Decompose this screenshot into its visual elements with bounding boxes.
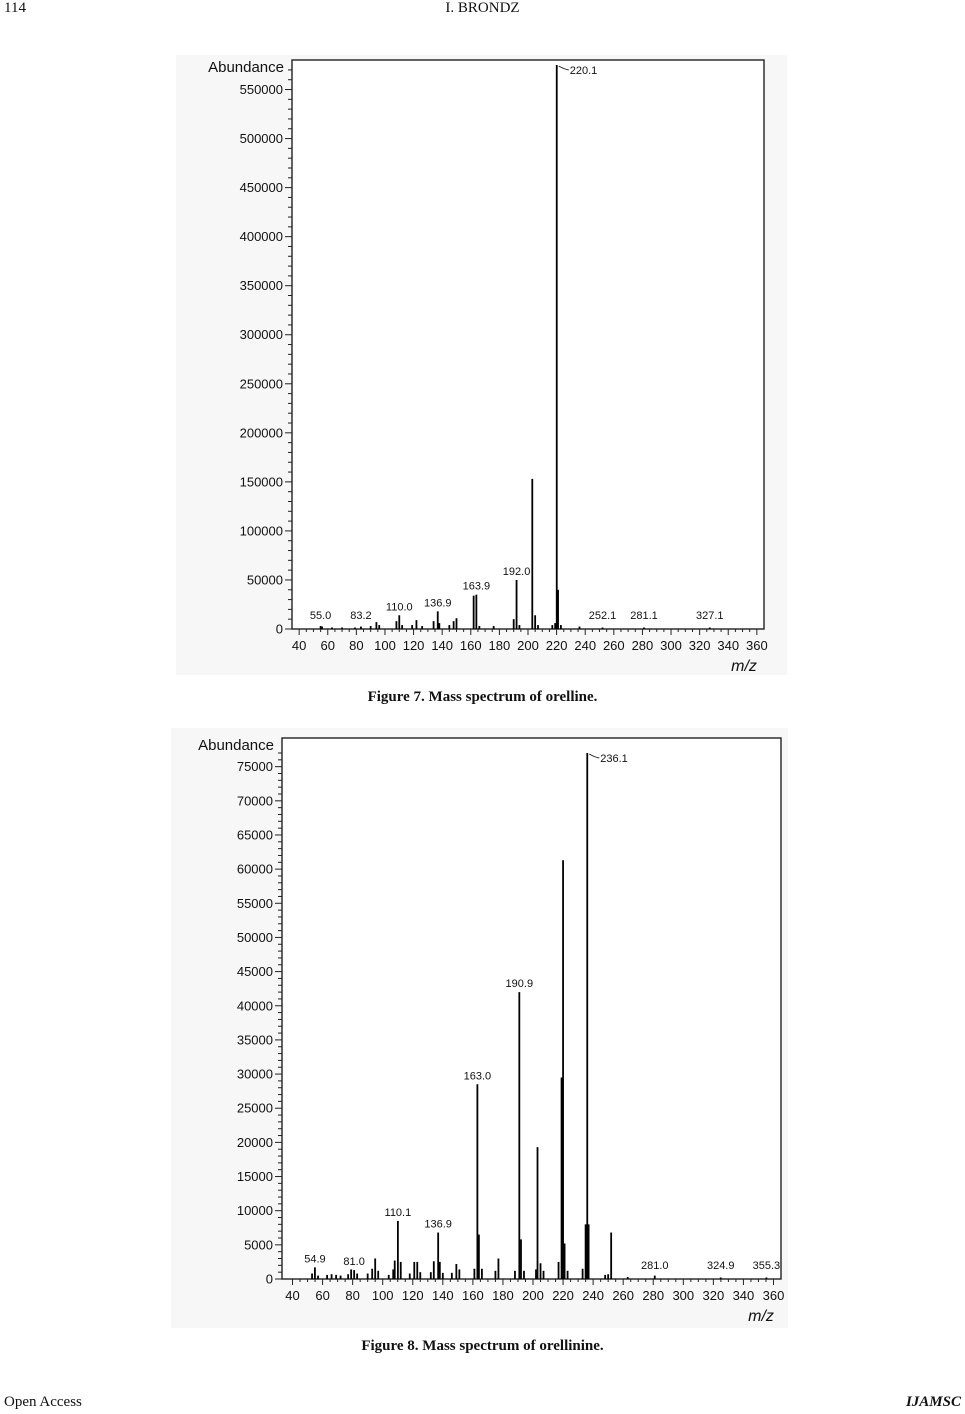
x-tick-label: 220 [545, 638, 568, 653]
y-tick-label: 550000 [239, 82, 283, 98]
figure-8-chart [171, 728, 788, 1328]
y-tick-label: 0 [265, 1271, 273, 1287]
x-tick-label: 140 [431, 638, 454, 653]
x-tick-label: 180 [488, 638, 511, 653]
figure-8-panel [171, 728, 788, 1328]
x-tick-label: 160 [462, 1288, 484, 1303]
peak-label: 281.1 [630, 610, 658, 622]
peak-label: 83.2 [350, 610, 372, 622]
peak-label: 190.9 [505, 978, 534, 991]
peak-label: 327.1 [696, 610, 724, 622]
y-tick-label: 50000 [246, 572, 283, 588]
peak-label: 81.0 [343, 1256, 365, 1269]
footer-open-access: Open Access [4, 1394, 82, 1410]
x-tick-label: 60 [320, 638, 335, 653]
x-tick-label: 300 [672, 1288, 695, 1303]
x-tick-label: 320 [688, 638, 711, 653]
plot-frame [282, 738, 781, 1279]
x-tick-label: 60 [315, 1288, 330, 1303]
x-tick-label: 200 [522, 1288, 544, 1303]
peak-label: 163.0 [463, 1070, 492, 1083]
running-head: I. BRONDZ [445, 0, 520, 16]
peak-label: 324.9 [706, 1260, 735, 1272]
x-tick-label: 80 [349, 638, 364, 653]
figure-7-caption: Figure 7. Mass spectrum of orelline. [367, 689, 598, 705]
x-tick-label: 140 [431, 1288, 454, 1303]
x-axis-label: m/z [748, 1308, 774, 1325]
x-tick-label: 240 [574, 638, 597, 653]
peak-label: 110.0 [385, 601, 413, 614]
peak-label: 110.1 [384, 1206, 412, 1219]
y-tick-label: 75000 [236, 759, 273, 775]
y-tick-label: 10000 [236, 1203, 273, 1219]
y-tick-label: 250000 [239, 376, 283, 392]
x-tick-label: 280 [631, 638, 654, 653]
y-tick-label: 30000 [236, 1066, 273, 1082]
peak-label: 192.0 [502, 565, 531, 578]
x-tick-label: 360 [745, 638, 768, 653]
peak-label: 236.1 [600, 753, 628, 765]
x-tick-label: 120 [401, 1288, 424, 1303]
x-tick-label: 260 [602, 638, 625, 653]
peak-label: 55.0 [309, 610, 332, 622]
y-tick-label: 15000 [236, 1169, 273, 1185]
y-tick-label: 40000 [236, 998, 273, 1014]
peak-label: 54.9 [304, 1253, 326, 1266]
y-tick-label: 350000 [239, 278, 283, 294]
x-tick-label: 180 [492, 1288, 514, 1303]
y-axis-label: Abundance [208, 59, 284, 76]
peak-label: 281.0 [640, 1260, 669, 1272]
x-tick-label: 160 [459, 638, 482, 653]
x-axis-label: m/z [731, 658, 757, 675]
peak-label: 136.9 [423, 597, 452, 610]
x-tick-label: 340 [717, 638, 740, 653]
x-tick-label: 80 [345, 1288, 360, 1303]
figure-7-chart [176, 55, 787, 675]
y-tick-label: 60000 [236, 861, 273, 877]
y-tick-label: 500000 [239, 131, 283, 147]
x-tick-label: 240 [582, 1288, 604, 1303]
page-number: 114 [4, 0, 26, 16]
figure-8-caption: Figure 8. Mass spectrum of orellinine. [361, 1338, 604, 1354]
y-tick-label: 150000 [239, 474, 283, 490]
x-tick-label: 120 [402, 638, 425, 653]
y-tick-label: 45000 [236, 964, 273, 980]
x-tick-label: 100 [374, 638, 396, 653]
x-tick-label: 360 [762, 1288, 785, 1303]
plot-frame [292, 60, 764, 629]
x-tick-label: 200 [517, 638, 539, 653]
figure-7-panel [176, 55, 787, 675]
footer-journal: IJAMSC [905, 1394, 961, 1410]
y-tick-label: 35000 [236, 1032, 273, 1048]
y-tick-label: 20000 [236, 1134, 273, 1150]
x-tick-label: 320 [702, 1288, 725, 1303]
x-tick-label: 40 [291, 638, 307, 653]
y-tick-label: 25000 [236, 1100, 273, 1116]
y-tick-label: 65000 [236, 827, 273, 843]
y-tick-label: 400000 [239, 229, 283, 245]
y-tick-label: 0 [275, 621, 283, 637]
peak-label: 163.9 [462, 580, 491, 593]
x-tick-label: 220 [552, 1288, 574, 1303]
x-tick-label: 100 [371, 1288, 394, 1303]
peak-label: 220.1 [569, 65, 598, 77]
y-tick-label: 5000 [244, 1237, 273, 1253]
x-tick-label: 340 [732, 1288, 755, 1303]
y-tick-label: 70000 [236, 793, 273, 809]
y-tick-label: 450000 [239, 180, 283, 196]
y-tick-label: 200000 [239, 425, 283, 441]
peak-label: 136.9 [424, 1218, 452, 1231]
y-tick-label: 100000 [239, 523, 283, 539]
y-axis-label: Abundance [198, 737, 274, 754]
y-tick-label: 55000 [236, 895, 273, 911]
y-tick-label: 50000 [236, 929, 273, 945]
x-tick-label: 300 [660, 638, 682, 653]
peak-label: 252.1 [588, 610, 617, 622]
y-tick-label: 300000 [239, 327, 283, 343]
x-tick-label: 40 [285, 1288, 300, 1303]
x-tick-label: 260 [612, 1288, 635, 1303]
peak-label: 355.3 [752, 1260, 781, 1272]
x-tick-label: 280 [642, 1288, 665, 1303]
